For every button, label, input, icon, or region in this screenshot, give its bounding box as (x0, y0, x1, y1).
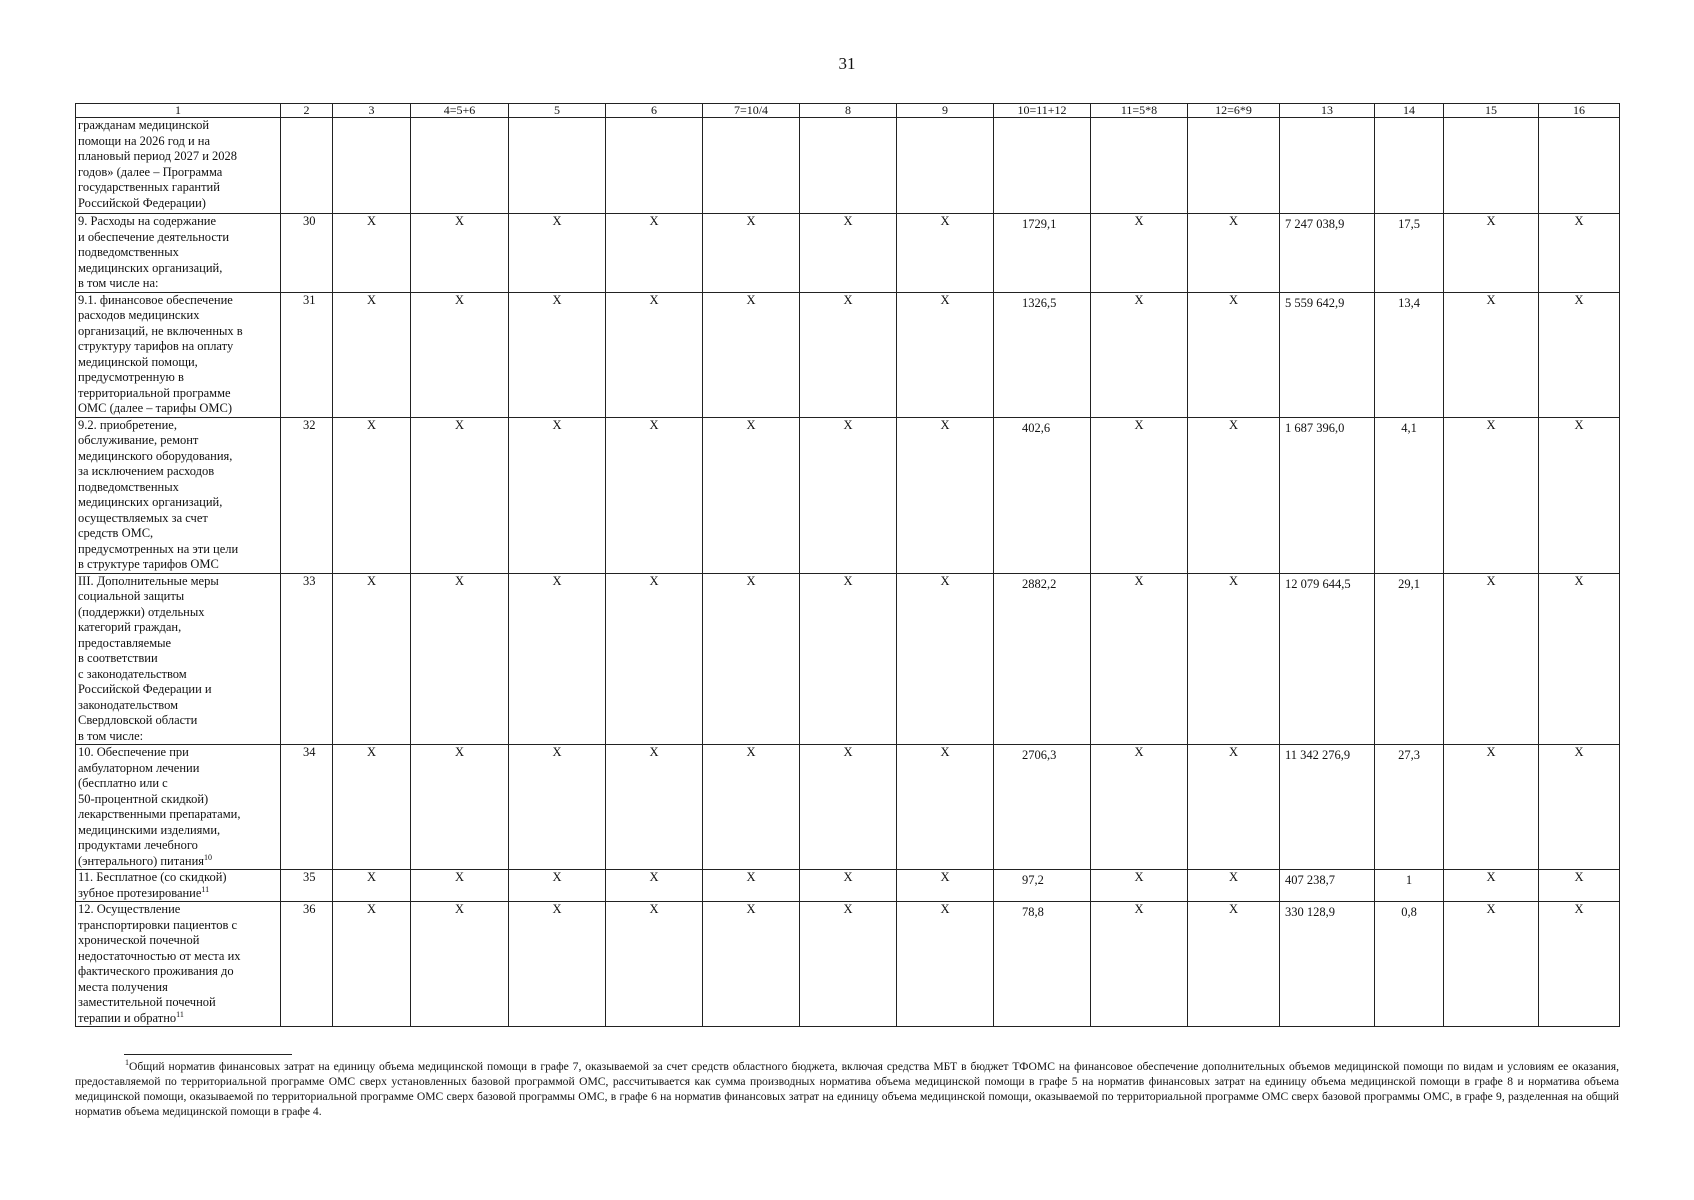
row-label (76, 118, 281, 214)
table-cell: X (1539, 292, 1620, 417)
table-cell: X (1188, 870, 1280, 902)
table-cell: X (1091, 902, 1188, 1027)
table-cell: 34 (281, 745, 333, 870)
row-label (76, 745, 281, 870)
column-header: 10=11+12 (994, 104, 1091, 118)
table-cell: X (606, 214, 703, 293)
table-row (76, 902, 1620, 1027)
table-cell: X (1444, 417, 1539, 573)
table-cell: X (1188, 214, 1280, 293)
column-header: 2 (281, 104, 333, 118)
table-cell: X (1091, 870, 1188, 902)
table-cell: X (897, 870, 994, 902)
table-cell: X (606, 292, 703, 417)
table-row (76, 214, 1620, 293)
table-cell: X (800, 214, 897, 293)
table-cell: 5 559 642,9 (1280, 292, 1375, 417)
table-cell: X (1188, 292, 1280, 417)
table-cell: X (703, 745, 800, 870)
table-cell: 35 (281, 870, 333, 902)
column-header: 5 (509, 104, 606, 118)
table-cell: X (333, 292, 411, 417)
table-cell (994, 118, 1091, 214)
row-label (76, 870, 281, 902)
table-cell (333, 118, 411, 214)
table-cell (606, 118, 703, 214)
table-cell: X (1444, 214, 1539, 293)
table-cell: 330 128,9 (1280, 902, 1375, 1027)
table-cell: 97,2 (994, 870, 1091, 902)
table-cell: X (333, 214, 411, 293)
table-cell: X (606, 745, 703, 870)
table-cell: 13,4 (1375, 292, 1444, 417)
table-cell: X (411, 214, 509, 293)
row-label-text: 11. Бесплатное (со скидкой) зубное протезирование (78, 870, 227, 900)
footnote-ref: 11 (201, 884, 210, 894)
table-cell: X (1091, 417, 1188, 573)
row-label-text: 9.2. приобретение, обслуживание, ремонт медицинского оборудования, за исключением расходов подведомственных медицинских организаций, осуществляемых за счет средств ОМС, предусмотренных на эти цели в структуре тарифов ОМС (78, 417, 239, 571)
table-cell: X (1539, 745, 1620, 870)
column-header: 13 (1280, 104, 1375, 118)
column-header: 11=5*8 (1091, 104, 1188, 118)
footnote-marker: 1 (125, 1058, 129, 1068)
row-label (76, 902, 281, 1027)
table-cell: 36 (281, 902, 333, 1027)
financing-table (75, 103, 1620, 1027)
table-cell: X (1444, 292, 1539, 417)
table-row (76, 118, 1620, 214)
column-header: 8 (800, 104, 897, 118)
table-cell: 33 (281, 573, 333, 745)
table-cell: X (509, 745, 606, 870)
table-cell: X (1444, 902, 1539, 1027)
table-cell: X (1444, 573, 1539, 745)
page-number: 31 (838, 54, 856, 73)
table-cell: X (897, 292, 994, 417)
row-label-text: 9. Расходы на содержание и обеспечение деятельности подведомственных медицинских организаций, в том числе на: (78, 214, 230, 290)
table-cell: X (606, 573, 703, 745)
table-cell: X (1091, 745, 1188, 870)
table-row (76, 573, 1620, 745)
table-cell: X (897, 902, 994, 1027)
table-cell: X (1539, 214, 1620, 293)
table-cell: X (333, 902, 411, 1027)
table-cell: X (800, 902, 897, 1027)
table-cell: X (411, 573, 509, 745)
table-cell (411, 118, 509, 214)
table-cell (1188, 118, 1280, 214)
row-label-text: гражданам медицинской помощи на 2026 год и на плановый период 2027 и 2028 годов» (далее – Программа государственных гарантий Российской Федерации) (78, 118, 238, 210)
table-cell: 78,8 (994, 902, 1091, 1027)
table-row (76, 417, 1620, 573)
table-cell: 32 (281, 417, 333, 573)
table-cell: 1 687 396,0 (1280, 417, 1375, 573)
table-cell: X (703, 902, 800, 1027)
footnote-ref: 11 (176, 1009, 184, 1019)
table-cell: X (1188, 573, 1280, 745)
table-cell (281, 118, 333, 214)
table-cell: 7 247 038,9 (1280, 214, 1375, 293)
row-label-text: 9.1. финансовое обеспечение расходов медицинских организаций, не включенных в структуру тарифов на оплату медицинской помощи, предусмотренную в территориальной программе ОМС (далее – тарифы ОМС) (78, 292, 243, 415)
table-cell: 2882,2 (994, 573, 1091, 745)
footnote-ref: 10 (204, 852, 213, 862)
table-cell: X (703, 417, 800, 573)
column-header: 3 (333, 104, 411, 118)
table-cell: X (1539, 902, 1620, 1027)
table-cell: 4,1 (1375, 417, 1444, 573)
table-cell: 1326,5 (994, 292, 1091, 417)
table-row (76, 745, 1620, 870)
table-cell: X (1091, 292, 1188, 417)
table-cell: X (897, 745, 994, 870)
table-cell: X (703, 573, 800, 745)
table-cell (1539, 118, 1620, 214)
table-cell: X (606, 870, 703, 902)
table-cell (1091, 118, 1188, 214)
table-row (76, 870, 1620, 902)
table-cell: X (800, 870, 897, 902)
table-cell: X (606, 417, 703, 573)
table-cell: X (411, 292, 509, 417)
table-cell: X (1539, 417, 1620, 573)
header-row (76, 104, 1620, 118)
table-cell: 1729,1 (994, 214, 1091, 293)
row-label (76, 214, 281, 293)
column-header: 6 (606, 104, 703, 118)
table-cell: X (1188, 902, 1280, 1027)
table-cell (1280, 118, 1375, 214)
footnote-text: Общий норматив финансовых затрат на единицу объема медицинской помощи в графе 7, оказываемой за счет средств областного бюджета, включая средства МБТ в бюджет ТФОМС на финансовое обеспечение дополнительных объемов медицинской помощи по видам и условиям ее оказания, предоставляемой по территориальной программе ОМС сверх установленных базовой программой ОМС, рассчитывается как сумма производных норматива объема медицинской помощи в графе 5 на норматив финансовых затрат на единицу объема медицинской помощи в графе 8 и норматива объема медицинской помощи, оказываемой по территориальной программе ОМС сверх базовой программы ОМС, в графе 6 на норматив финансовых затрат на единицу объема медицинской помощи, оказываемой по территориальной программе ОМС сверх базовой программы ОМС, в графе 9, разделенная на общий норматив объема медицинской помощи в графе 4. (75, 1060, 1619, 1118)
table-cell: X (800, 417, 897, 573)
column-header: 16 (1539, 104, 1620, 118)
table-cell: X (333, 870, 411, 902)
column-header: 15 (1444, 104, 1539, 118)
row-label-text: III. Дополнительные меры социальной защиты (поддержки) отдельных категорий граждан, предоставляемые в соответствии с законодательством Российской Федерации и законодательством Свердловской области в том числе: (78, 573, 219, 743)
table-cell: X (800, 573, 897, 745)
table-cell: 2706,3 (994, 745, 1091, 870)
table-cell: X (703, 870, 800, 902)
table-cell: X (897, 214, 994, 293)
column-header: 1 (76, 104, 281, 118)
table-cell: X (1444, 745, 1539, 870)
table-cell: X (1091, 214, 1188, 293)
column-header: 14 (1375, 104, 1444, 118)
table-cell: X (509, 417, 606, 573)
table-cell: X (703, 214, 800, 293)
row-label (76, 573, 281, 745)
table-cell: X (411, 745, 509, 870)
table-cell: X (509, 573, 606, 745)
table-cell: 11 342 276,9 (1280, 745, 1375, 870)
table-cell: X (1444, 870, 1539, 902)
table-cell: X (1188, 417, 1280, 573)
footnote-rule (124, 1054, 292, 1055)
table-cell: X (703, 292, 800, 417)
row-label-text: 10. Обеспечение при амбулаторном лечении (бесплатно или с 50-процентной скидкой) лекарственными препаратами, медицинскими изделиями, продуктами лечебного (энтерального) питания (78, 745, 241, 868)
table-cell: X (1188, 745, 1280, 870)
row-label-text: 12. Осуществление транспортировки пациентов с хронической почечной недостаточностью от места их фактического проживания до места получения заместительной почечной терапии и обратно (78, 902, 241, 1025)
table-cell: X (411, 870, 509, 902)
table-cell: X (509, 902, 606, 1027)
column-header: 9 (897, 104, 994, 118)
footnote (75, 1059, 1619, 1119)
table-cell: 27,3 (1375, 745, 1444, 870)
table-cell: X (800, 292, 897, 417)
table-cell: X (509, 214, 606, 293)
table-cell: X (411, 417, 509, 573)
table-cell: 17,5 (1375, 214, 1444, 293)
table-cell: X (411, 902, 509, 1027)
table-row (76, 292, 1620, 417)
table-cell: X (897, 573, 994, 745)
column-header: 7=10/4 (703, 104, 800, 118)
table-cell (800, 118, 897, 214)
column-header: 4=5+6 (411, 104, 509, 118)
table-cell (1375, 118, 1444, 214)
table-cell: X (1539, 573, 1620, 745)
table-cell: 1 (1375, 870, 1444, 902)
row-label (76, 292, 281, 417)
table-cell: X (333, 745, 411, 870)
table-cell: X (333, 417, 411, 573)
table-cell: X (606, 902, 703, 1027)
table-cell: X (897, 417, 994, 573)
table-cell: 402,6 (994, 417, 1091, 573)
table-cell (897, 118, 994, 214)
table-cell: X (1539, 870, 1620, 902)
table-cell (509, 118, 606, 214)
table-cell: X (509, 292, 606, 417)
table-cell: 31 (281, 292, 333, 417)
table-cell: X (333, 573, 411, 745)
table-cell (703, 118, 800, 214)
row-label (76, 417, 281, 573)
table-cell: X (509, 870, 606, 902)
table-cell: 29,1 (1375, 573, 1444, 745)
column-header: 12=6*9 (1188, 104, 1280, 118)
table-cell: 30 (281, 214, 333, 293)
table-cell (1444, 118, 1539, 214)
table-cell: 0,8 (1375, 902, 1444, 1027)
table-cell: 407 238,7 (1280, 870, 1375, 902)
table-cell: X (800, 745, 897, 870)
table-cell: 12 079 644,5 (1280, 573, 1375, 745)
table-cell: X (1091, 573, 1188, 745)
